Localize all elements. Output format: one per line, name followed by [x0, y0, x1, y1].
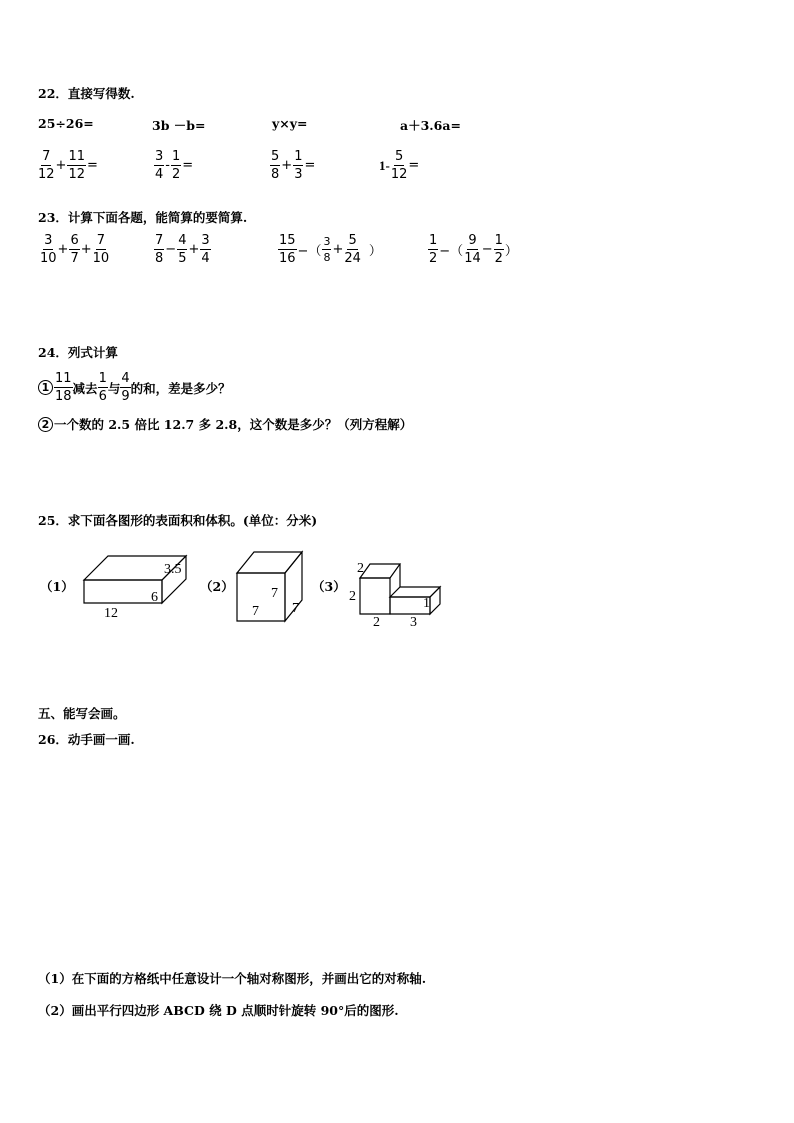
q23-expr-2: $\frac{7}{8}$ − $\frac{4}{5}$ + $\frac{3}{4}$ [155, 233, 210, 266]
fig2-front: 7 [252, 604, 259, 619]
left-block-top [360, 564, 400, 578]
q26-task-1: （1）在下面的方格纸中任意设计一个轴对称图形，并画出它的对称轴. [38, 971, 427, 986]
fig3-left-top: 2 [357, 561, 364, 576]
right-block-top [390, 587, 440, 597]
fraction: $\frac{5}{8}$ [271, 149, 280, 182]
q23-expr-4: $\frac{1}{2}$ −（ $\frac{9}{14}$ − $\frac{1}{2}$ ） [429, 233, 518, 266]
section-5-title: 五、能写会画。 [38, 706, 126, 721]
q26-task-2: （2）画出平行四边形 ABCD 绕 D 点顺时针旋转 90°后的图形. [38, 1003, 399, 1018]
right-block-side [430, 587, 440, 614]
q22-frac-expr-3: $\frac{5}{8}$ + $\frac{1}{3}$ = [271, 149, 316, 182]
fig1-height: 3.5 [164, 562, 182, 577]
fig3-bottom-right: 3 [410, 615, 417, 630]
fraction: $\frac{1}{2}$ [171, 149, 181, 182]
q24-title: 24．列式计算 [38, 345, 118, 360]
fraction: $\frac{1}{3}$ [294, 149, 303, 182]
fraction: $\frac{6}{7}$ [70, 233, 79, 266]
fig1-width: 6 [151, 590, 158, 605]
q23-title: 23．计算下面各题，能简算的要简算. [38, 210, 248, 225]
q22-expr-2: 3b －b= [152, 118, 206, 133]
fraction: $\frac{7}{8}$ [155, 233, 164, 266]
circled-number: 1 [38, 380, 53, 395]
q22-frac-expr-1: $\frac{7}{12}$ + $\frac{11}{12}$ = [38, 149, 98, 182]
fig1-length: 12 [104, 606, 118, 621]
fraction: $\frac{9}{14}$ [464, 233, 481, 266]
q24-item-2: 2 一个数的 2.5 倍比 12.7 多 2.8，这个数是多少？（列方程解） [38, 415, 412, 433]
q26-title: 26．动手画一画. [38, 732, 135, 747]
fraction: $\frac{11}{12}$ [68, 149, 85, 182]
fraction: $\frac{7}{12}$ [38, 149, 55, 182]
fraction: $\frac{11}{18}$ [55, 371, 72, 404]
q22-title: 22．直接写得数. [38, 86, 135, 101]
q22-expr-1: 25÷26= [38, 116, 94, 131]
q24-item-1: 1 $\frac{11}{18}$ 减去 $\frac{1}{6}$ 与 $\frac{4}{9}$ 的和，差是多少？ [38, 372, 231, 403]
q22-expr-4: a＋3.6a= [400, 118, 461, 133]
fig2-side: 7 [292, 601, 299, 616]
fig1-label: （1） [40, 579, 74, 594]
fraction: $\frac{1}{2}$ [494, 233, 503, 266]
left-block-front [360, 578, 390, 614]
fraction: $\frac{1}{6}$ [98, 371, 107, 404]
circled-number: 2 [38, 417, 53, 432]
q23-expr-3: $\frac{15}{16}$ −（ $\frac{3}{8}$ + $\frac{5}{24}$ ） [279, 233, 382, 266]
fraction: $\frac{4}{9}$ [121, 371, 130, 404]
fraction: $\frac{1}{2}$ [429, 233, 438, 266]
cube-top-face [237, 552, 302, 573]
q23-expr-1: $\frac{3}{10}$ + $\frac{6}{7}$ + $\frac{7}{10}$ [40, 233, 110, 266]
fraction: $\frac{3}{4}$ [201, 233, 210, 266]
fig3-bottom-left: 2 [373, 615, 380, 630]
fraction: $\frac{5}{24}$ [344, 233, 361, 266]
q22-expr-3: y×y= [272, 116, 308, 131]
q22-frac-expr-4: 1- $\frac{5}{12}$ = [379, 149, 420, 182]
fig3-right-height: 1 [423, 596, 430, 611]
composite-solid-figure [356, 558, 446, 618]
fraction: $\frac{7}{10}$ [92, 233, 110, 266]
fraction: $\frac{5}{12}$ [390, 149, 408, 182]
fig3-label: （3） [312, 579, 346, 594]
fraction: $\frac{3}{4}$ [155, 149, 164, 182]
fraction: $\frac{4}{5}$ [178, 233, 187, 266]
fraction: $\frac{15}{16}$ [279, 233, 296, 266]
q22-frac-expr-2: $\frac{3}{4}$ - $\frac{1}{2}$ = [155, 149, 194, 182]
fig3-left-height: 2 [349, 589, 356, 604]
fraction: $\frac{3}{8}$ [323, 235, 331, 264]
q25-title: 25．求下面各图形的表面积和体积。(单位：分米) [38, 513, 318, 528]
fig2-top: 7 [271, 586, 278, 601]
fig2-label: （2） [200, 579, 234, 594]
fraction: $\frac{3}{10}$ [40, 233, 57, 266]
